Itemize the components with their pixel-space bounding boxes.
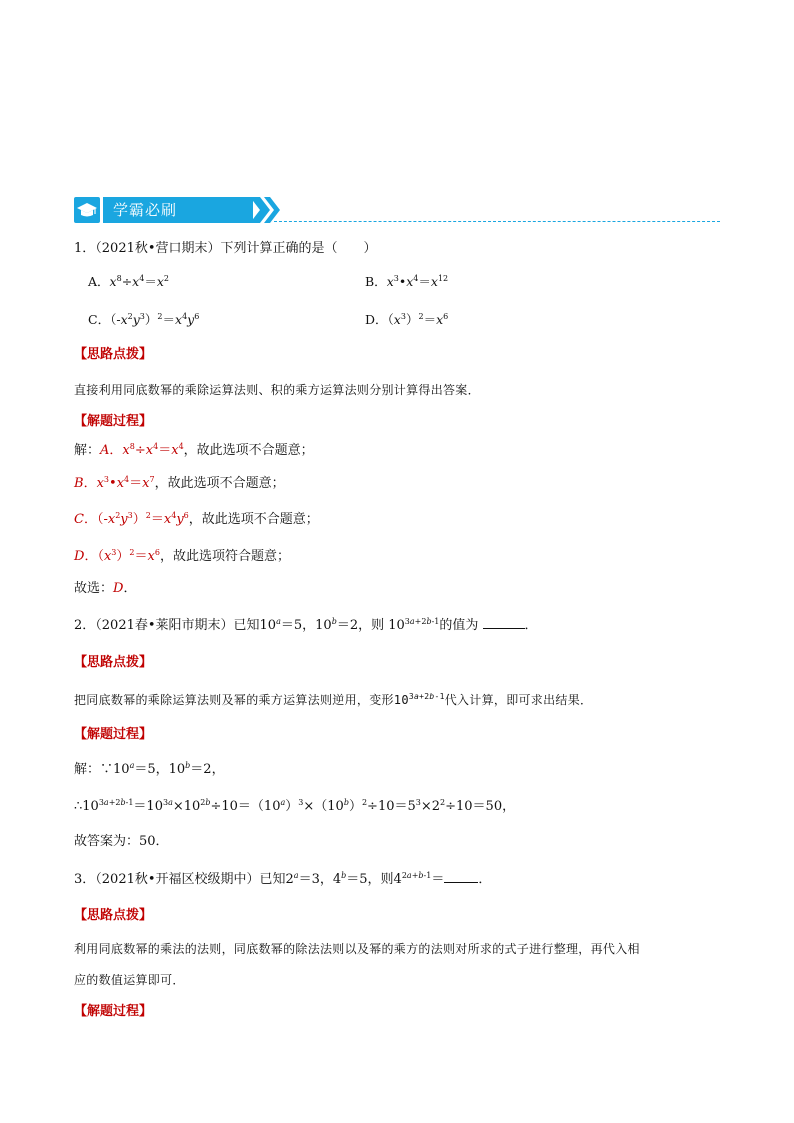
- q3-hint-text-1: 利用同底数幂的乘法的法则，同底数幂的除法法则以及幂的乘方的法则对所求的式子进行整理，再代入相: [74, 942, 640, 956]
- q2-solution-2: $\therefore 10^{3a+2b-1}=10^{3a}\times 10^{2b}\div 10=(10^a)^3\times(10^b)^2\div 10=5^3\times 2^2\div 10=50$，: [74, 798, 516, 814]
- graduation-cap-icon: [74, 197, 100, 223]
- q3-solution-heading: 【解题过程】: [74, 1004, 153, 1019]
- q1-option-a: A．$x^8\div x^4=x^2$: [88, 274, 169, 289]
- q2-stem: 2．（2021春•莱阳市期末）已知$10^a=5$，$10^b=2$，则 $10^{3a+2b-1}$的值为 ．: [74, 617, 538, 633]
- q1-answer: 故选：D．: [74, 581, 137, 596]
- q1-stem: 1．（2021秋•营口期末）下列计算正确的是（ ）: [74, 241, 377, 256]
- q1-solution-a: 解：A．$x^8\div x^4=x^4$，故此选项不合题意；: [74, 442, 314, 458]
- q2-hint-heading: 【思路点拨】: [74, 655, 153, 670]
- q2-solution-1: 解：$\because 10^a=5$，$10^b=2$，: [74, 761, 225, 777]
- q1-solution-b: B．$x^3•x^4=x^7$，故此选项不合题意；: [74, 475, 285, 491]
- q2-hint-text: 把同底数幂的乘除运算法则及幂的乘方运算法则逆用，变形$10^{3a+2b-1}$代入计算，即可求出结果．: [74, 692, 593, 707]
- q2-answer: 故答案为：50．: [74, 834, 169, 849]
- q1-solution-d: D．$(x^3)^2=x^6$，故此选项符合题意；: [74, 548, 290, 564]
- q1-option-b: B．$x^3•x^4=x^{12}$: [365, 274, 449, 289]
- q2-solution-heading: 【解题过程】: [74, 727, 153, 742]
- q1-option-d: D．$(x^3)^2=x^6$: [365, 312, 449, 327]
- q1-hint-heading: 【思路点拨】: [74, 347, 153, 362]
- q3-stem: 3．（2021秋•开福区校级期中）已知$2^a=3$，$4^b=5$，则$4^{2a+b-1}=$ ．: [74, 871, 492, 887]
- q1-hint-text: 直接利用同底数幂的乘除运算法则、积的乘方运算法则分别计算得出答案．: [74, 383, 480, 397]
- section-banner: [74, 194, 720, 226]
- q3-hint-heading: 【思路点拨】: [74, 908, 153, 923]
- q1-solution-c: C．$(-x^2y^3)^2=x^4y^6$，故此选项不合题意；: [74, 511, 319, 527]
- q3-hint-text-2: 应的数值运算即可．: [74, 973, 185, 987]
- section-divider: [274, 221, 720, 222]
- q1-option-c: C．$(-x^2y^3)^2=x^4y^6$: [88, 312, 200, 327]
- section-title: 学霸必刷: [103, 197, 253, 223]
- q1-solution-heading: 【解题过程】: [74, 414, 153, 429]
